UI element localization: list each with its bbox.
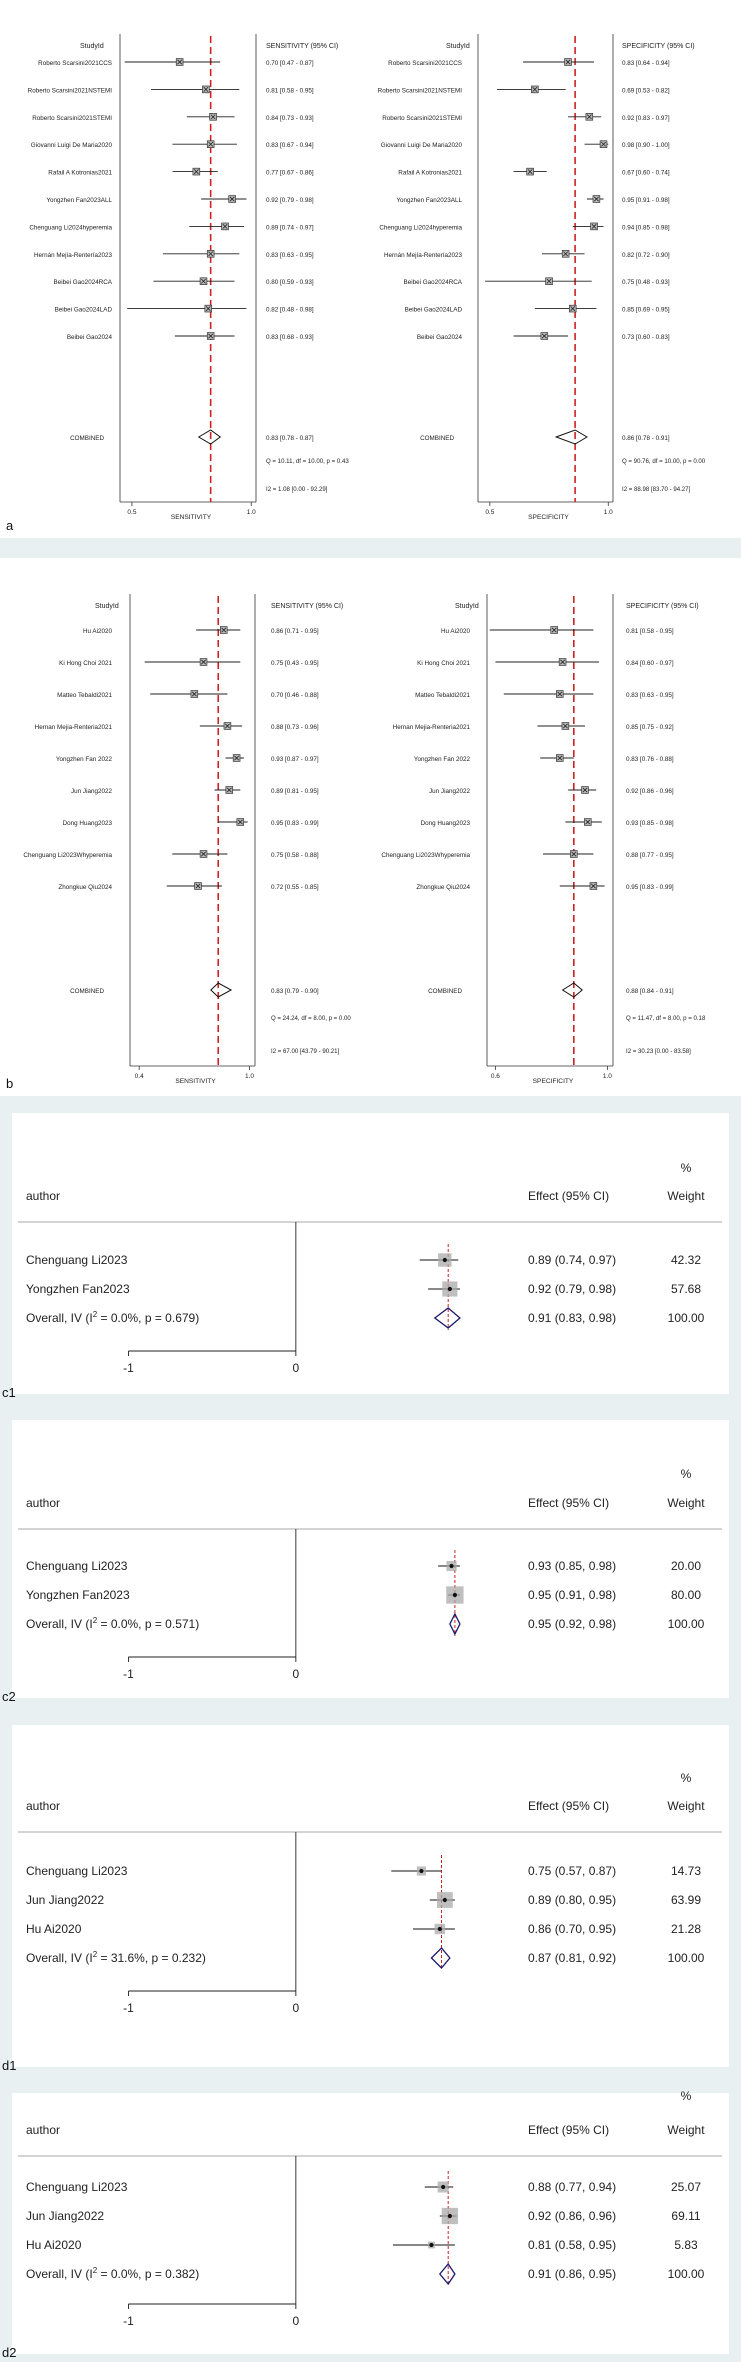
study-ci-text: 0.93 [0.87 - 0.97] <box>271 756 319 763</box>
overall-label: Overall, IV ($I^2 = 31.6\%$, p = 0.232) <box>26 1950 206 1965</box>
study-ci-text: 0.88 [0.77 - 0.95] <box>626 852 674 859</box>
effect-header: Effect (95% CI) <box>528 2123 610 2137</box>
study-name: Hernan Mejia-Renteria2021 <box>392 724 470 731</box>
x-tick-label: 0.4 <box>134 1073 144 1080</box>
study-ci-text: 0.92 [0.86 - 0.96] <box>626 788 674 795</box>
ci-header: SENSITIVITY (95% CI) <box>266 43 339 50</box>
weight-header: Weight <box>667 1799 705 1813</box>
heterogeneity-i2: I2 = 1.08 [0.00 - 92.29] <box>266 486 328 493</box>
study-point <box>443 1898 447 1902</box>
study-ci-text: 0.95 [0.91 - 0.98] <box>622 197 670 204</box>
study-header: StudyId <box>95 603 119 610</box>
study-name: Hernán Mejía-Rentería2023 <box>33 251 112 259</box>
heterogeneity-q: Q = 10.11, df = 10.00, p = 0.43 <box>266 458 349 465</box>
study-name: Matteo Tebaldi2021 <box>415 692 470 699</box>
study-effect-text: 0.89 (0.80, 0.95) <box>528 1893 617 1907</box>
study-effect-text: 0.95 (0.91, 0.98) <box>528 1588 617 1602</box>
study-name: Hernan Mejia-Renteria2021 <box>34 724 112 731</box>
study-weight-text: 20.00 <box>670 1559 702 1573</box>
study-ci-text: 0.83 [0.67 - 0.94] <box>266 142 314 150</box>
study-effect-text: 0.92 (0.86, 0.96) <box>528 2209 617 2223</box>
x-tick-label: 0.5 <box>127 509 137 516</box>
x-tick-label: -1 <box>123 1361 134 1375</box>
weight-header: Weight <box>667 1496 705 1510</box>
study-weight-text: 14.73 <box>670 1864 702 1878</box>
study-name: Hu Ai2020 <box>26 1922 82 1936</box>
overall-effect-text: 0.95 (0.92, 0.98) <box>528 1617 617 1631</box>
panel-label: c2 <box>2 1689 16 1704</box>
study-ci-text: 0.81 [0.58 - 0.95] <box>266 87 314 95</box>
study-effect-text: 0.89 (0.74, 0.97) <box>528 1253 617 1267</box>
study-ci-text: 0.88 [0.73 - 0.96] <box>271 724 319 731</box>
study-name: Giovanni Luigi De Maria2020 <box>30 142 112 150</box>
weight-percent-header: % <box>680 1161 692 1175</box>
study-ci-text: 0.82 [0.48 - 0.98] <box>266 306 314 314</box>
study-ci-text: 0.83 [0.63 - 0.95] <box>626 692 674 699</box>
study-ci-text: 0.83 [0.76 - 0.88] <box>626 756 674 763</box>
study-name: Beibei Gao2024RCA <box>403 279 462 287</box>
study-name: Matteo Tebaldi2021 <box>57 692 112 699</box>
study-name: Chenguang Li2023 <box>26 1559 128 1573</box>
overall-weight-text: 100.00 <box>667 1951 705 1965</box>
study-name: Roberto Scarsini2021NSTEMI <box>377 87 462 95</box>
study-name: Hu Ai2020 <box>82 628 112 635</box>
panel-b <box>0 558 741 1096</box>
overall-effect-text: 0.87 (0.81, 0.92) <box>528 1951 617 1965</box>
study-name: Roberto Scarsini2021STEMI <box>32 114 112 122</box>
study-ci-text: 0.75 [0.58 - 0.88] <box>271 852 319 859</box>
study-weight-text: 63.99 <box>670 1893 702 1907</box>
x-tick-label: 1.0 <box>244 1073 255 1080</box>
ci-header: SPECIFICITY (95% CI) <box>622 43 695 50</box>
panel-label: d2 <box>2 2345 17 2360</box>
study-effect-text: 0.81 (0.58, 0.95) <box>528 2238 617 2252</box>
overall-label: Overall, IV ($I^2 = 0.0\%$, p = 0.679) <box>26 1310 200 1325</box>
panel-c2 <box>2 1420 729 1704</box>
x-tick-label: 0 <box>292 1667 300 1681</box>
author-header: author <box>26 1799 61 1813</box>
study-ci-text: 0.94 [0.85 - 0.98] <box>622 224 670 232</box>
study-ci-text: 0.70 [0.47 - 0.87] <box>266 60 314 67</box>
study-ci-text: 0.81 [0.58 - 0.95] <box>626 628 674 635</box>
study-ci-text: 0.80 [0.59 - 0.93] <box>266 279 314 287</box>
panel-c1 <box>2 1113 729 1400</box>
study-name: Yongzhen Fan2023ALL <box>396 197 462 204</box>
x-tick-label: -1 <box>123 2001 134 2015</box>
study-ci-text: 0.85 [0.75 - 0.92] <box>626 724 674 731</box>
study-name: Hu Ai2020 <box>26 2238 82 2252</box>
study-name: Chenguang Li2023Whyperemia <box>381 852 470 859</box>
study-weight-text: 21.28 <box>670 1922 702 1936</box>
study-point <box>449 1564 453 1568</box>
ci-header: SPECIFICITY (95% CI) <box>626 603 699 610</box>
study-name: Ki Hong Choi 2021 <box>417 660 470 667</box>
study-point <box>419 1869 423 1873</box>
study-name: Roberto Scarsini2021NSTEMI <box>27 87 112 95</box>
overall-label: Overall, IV ($I^2 = 0.0\%$, p = 0.571) <box>26 1616 200 1631</box>
effect-header: Effect (95% CI) <box>528 1496 610 1510</box>
combined-label: COMBINED <box>428 988 462 995</box>
study-name: Jun Jiang2022 <box>429 788 470 795</box>
study-point <box>429 2243 433 2247</box>
study-effect-text: 0.86 (0.70, 0.95) <box>528 1922 617 1936</box>
study-point <box>453 1593 457 1597</box>
x-tick-label: -1 <box>123 2314 134 2328</box>
overall-weight-text: 100.00 <box>667 2267 705 2281</box>
combined-ci-text: 0.86 [0.78 - 0.91] <box>622 435 670 442</box>
combined-ci-text: 0.83 [0.79 - 0.90] <box>271 988 319 995</box>
heterogeneity-q: Q = 11.47, df = 8.00, p = 0.18 <box>626 1015 706 1022</box>
x-tick-label: 0.6 <box>490 1073 500 1080</box>
overall-label: Overall, IV ($I^2 = 0.0\%$, p = 0.382) <box>26 2266 200 2281</box>
panel-label: a <box>6 518 14 533</box>
author-header: author <box>26 1496 61 1510</box>
study-weight-text: 25.07 <box>670 2180 702 2194</box>
study-ci-text: 0.92 [0.83 - 0.97] <box>622 114 670 122</box>
study-name: Dong Huang2023 <box>62 820 112 827</box>
study-weight-text: 80.00 <box>670 1588 702 1602</box>
study-name: Yongzhen Fan2023 <box>26 1282 130 1296</box>
study-ci-text: 0.83 [0.68 - 0.93] <box>266 334 314 341</box>
study-name: Chenguang Li2024hyperemia <box>379 224 462 232</box>
heterogeneity-q: Q = 90.76, df = 10.00, p = 0.00 <box>622 458 706 465</box>
study-ci-text: 0.83 [0.64 - 0.94] <box>622 60 670 67</box>
x-tick-label: -1 <box>123 1667 134 1681</box>
study-name: Chenguang Li2023 <box>26 2180 128 2194</box>
study-effect-text: 0.75 (0.57, 0.87) <box>528 1864 617 1878</box>
study-ci-text: 0.69 [0.53 - 0.82] <box>622 87 670 95</box>
study-header: StudyId <box>80 43 104 50</box>
x-tick-label: 0 <box>292 2001 300 2015</box>
heterogeneity-i2: I2 = 67.00 [43.79 - 90.21] <box>271 1048 340 1055</box>
study-effect-text: 0.92 (0.79, 0.98) <box>528 1282 617 1296</box>
combined-ci-text: 0.88 [0.84 - 0.91] <box>626 988 674 995</box>
panel-d1-background <box>12 1725 729 2067</box>
study-ci-text: 0.84 [0.60 - 0.97] <box>626 660 674 667</box>
study-ci-text: 0.89 [0.81 - 0.95] <box>271 788 319 795</box>
combined-label: COMBINED <box>70 988 104 995</box>
study-ci-text: 0.77 [0.67 - 0.86] <box>266 169 314 177</box>
study-ci-text: 0.86 [0.71 - 0.95] <box>271 628 319 635</box>
study-weight-text: 5.83 <box>674 2238 698 2252</box>
study-ci-text: 0.67 [0.60 - 0.74] <box>622 169 670 177</box>
study-name: Roberto Scarsini2021CCS <box>38 60 112 67</box>
study-name: Beibei Gao2024 <box>66 334 112 341</box>
x-tick-label: 0.5 <box>485 509 495 516</box>
weight-percent-header: % <box>680 1467 692 1481</box>
author-header: author <box>26 2123 61 2137</box>
study-weight-text: 57.68 <box>670 1282 702 1296</box>
study-name: Yongzhen Fan 2022 <box>55 756 112 763</box>
study-name: Jun Jiang2022 <box>26 1893 105 1907</box>
study-ci-text: 0.98 [0.90 - 1.00] <box>622 142 670 150</box>
panel-a <box>0 0 741 538</box>
study-name: Zhongkue Qiu2024 <box>58 884 112 891</box>
panel-label: d1 <box>2 2058 17 2073</box>
panel-d2 <box>2 2089 729 2360</box>
study-point <box>443 1258 447 1262</box>
heterogeneity-q: Q = 24.24, df = 8.00, p = 0.00 <box>271 1015 351 1022</box>
x-tick-label: 0 <box>292 1361 300 1375</box>
study-weight-text: 42.32 <box>670 1253 702 1267</box>
study-ci-text: 0.85 [0.69 - 0.95] <box>622 306 670 314</box>
study-name: Chenguang Li2023Whyperemia <box>23 852 112 859</box>
study-name: Beibei Gao2024RCA <box>53 279 112 287</box>
study-effect-text: 0.88 (0.77, 0.94) <box>528 2180 617 2194</box>
study-name: Yongzhen Fan2023 <box>26 1588 130 1602</box>
x-axis-label: SENSITIVITY <box>175 1078 216 1085</box>
x-tick-label: 1.0 <box>246 509 256 516</box>
study-name: Dong Huang2023 <box>420 820 470 827</box>
study-name: Chenguang Li2023 <box>26 1864 128 1878</box>
study-ci-text: 0.82 [0.72 - 0.90] <box>622 251 670 259</box>
study-name: Chenguang Li2023 <box>26 1253 128 1267</box>
study-name: Roberto Scarsini2021STEMI <box>382 114 462 122</box>
study-ci-text: 0.83 [0.63 - 0.95] <box>266 251 314 259</box>
overall-weight-text: 100.00 <box>667 1617 705 1631</box>
study-ci-text: 0.73 [0.60 - 0.83] <box>622 334 670 341</box>
overall-effect-text: 0.91 (0.86, 0.95) <box>528 2267 617 2281</box>
ci-header: SENSITIVITY (95% CI) <box>271 603 344 610</box>
combined-label: COMBINED <box>420 435 454 442</box>
study-name: Ki Hong Choi 2021 <box>59 660 112 667</box>
study-header: StudyId <box>455 603 479 610</box>
effect-header: Effect (95% CI) <box>528 1799 610 1813</box>
study-name: Beibei Gao2024LAD <box>54 306 112 314</box>
study-name: Hernán Mejía-Rentería2023 <box>383 251 462 259</box>
study-point <box>448 1287 452 1291</box>
weight-percent-header: % <box>680 1771 692 1785</box>
combined-ci-text: 0.83 [0.78 - 0.87] <box>266 435 314 442</box>
heterogeneity-i2: I2 = 30.23 [0.00 - 83.58] <box>626 1048 691 1055</box>
study-ci-text: 0.75 [0.48 - 0.93] <box>622 279 670 287</box>
study-ci-text: 0.95 [0.83 - 0.99] <box>626 884 674 891</box>
study-name: Yongzhen Fan 2022 <box>413 756 470 763</box>
study-header: StudyId <box>446 43 470 50</box>
study-ci-text: 0.95 [0.83 - 0.99] <box>271 820 319 827</box>
panel-label: c1 <box>2 1385 16 1400</box>
weight-percent-header: % <box>680 2089 692 2103</box>
study-name: Beibei Gao2024LAD <box>404 306 462 314</box>
heterogeneity-i2: I2 = 88.98 [83.70 - 94.27] <box>622 486 691 493</box>
study-ci-text: 0.72 [0.55 - 0.85] <box>271 884 319 891</box>
author-header: author <box>26 1189 61 1203</box>
study-point <box>441 2185 445 2189</box>
study-name: Giovanni Luigi De Maria2020 <box>380 142 462 150</box>
x-tick-label: 0 <box>292 2314 300 2328</box>
study-point <box>448 2214 452 2218</box>
effect-header: Effect (95% CI) <box>528 1189 610 1203</box>
x-axis-label: SPECIFICITY <box>528 514 569 521</box>
study-effect-text: 0.93 (0.85, 0.98) <box>528 1559 617 1573</box>
weight-header: Weight <box>667 1189 705 1203</box>
overall-effect-text: 0.91 (0.83, 0.98) <box>528 1311 617 1325</box>
study-name: Zhongkue Qiu2024 <box>416 884 470 891</box>
study-ci-text: 0.89 [0.74 - 0.97] <box>266 224 314 232</box>
overall-weight-text: 100.00 <box>667 1311 705 1325</box>
x-axis-label: SENSITIVITY <box>170 514 212 521</box>
x-axis-label: SPECIFICITY <box>532 1078 574 1085</box>
study-point <box>438 1927 442 1931</box>
study-name: Rafail A Kotronias2021 <box>48 169 112 177</box>
panel-d1 <box>2 1725 729 2073</box>
study-ci-text: 0.75 [0.43 - 0.95] <box>271 660 319 667</box>
study-ci-text: 0.70 [0.46 - 0.88] <box>271 692 319 699</box>
study-name: Roberto Scarsini2021CCS <box>388 60 462 67</box>
weight-header: Weight <box>667 2123 705 2137</box>
x-tick-label: 1.0 <box>603 509 613 516</box>
study-weight-text: 69.11 <box>671 2209 701 2223</box>
study-name: Beibei Gao2024 <box>416 334 462 341</box>
combined-label: COMBINED <box>70 435 104 442</box>
study-name: Chenguang Li2024hyperemia <box>29 224 112 232</box>
study-name: Rafail A Kotronias2021 <box>398 169 462 177</box>
study-ci-text: 0.84 [0.73 - 0.93] <box>266 114 314 122</box>
panel-d2-background <box>12 2093 729 2354</box>
study-ci-text: 0.92 [0.79 - 0.98] <box>266 197 314 204</box>
study-name: Yongzhen Fan2023ALL <box>46 197 112 204</box>
study-ci-text: 0.93 [0.85 - 0.98] <box>626 820 674 827</box>
panel-label: b <box>6 1076 14 1091</box>
study-name: Jun Jiang2022 <box>26 2209 105 2223</box>
study-name: Jun Jiang2022 <box>71 788 112 795</box>
x-tick-label: 1.0 <box>602 1073 612 1080</box>
study-name: Hu Ai2020 <box>440 628 470 635</box>
